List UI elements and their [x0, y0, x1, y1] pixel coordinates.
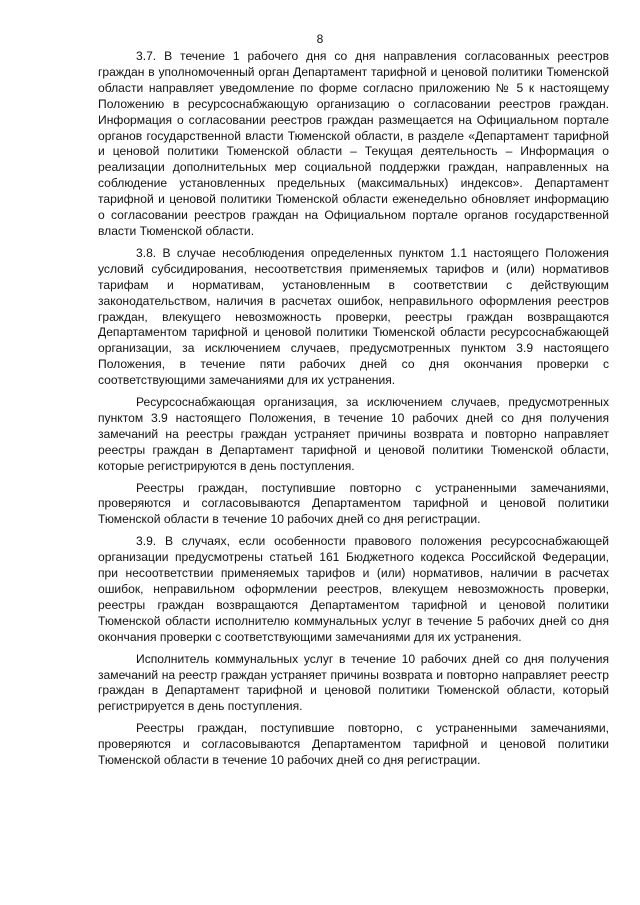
paragraph-3-9: 3.9. В случаях, если особенности правового положения ресурсоснабжающей организации предусмотрены статьей 161 Бюджетного кодекса Российской Федерации, при несоответствии применяемых тарифов и (или) нормативов, наличии в расчетах ошибок, неправильном оформлении реестров, влекущем невозможность проверки, реестры граждан возвращаются Департаментом тарифной и ценовой политики Тюменской области исполнителю коммунальных услуг в течение 5 рабочих дней со дня окончания проверки с соответствующими замечаниями для их устранения. [98, 534, 609, 644]
document-body [98, 49, 609, 775]
paragraph-3-7: 3.7. В течение 1 рабочего дня со дня направления согласованных реестров граждан в уполномоченный орган Департамент тарифной и ценовой политики Тюменской области направляет уведомление по форме согласно приложению № 5 к настоящему Положению в ресурсоснабжающую организацию о согласовании реестров граждан. Информация о согласовании реестров граждан размещается на Официальном портале органов государственной власти Тюменской области, в разделе «Департамент тарифной и ценовой политики Тюменской области – Текущая деятельность – Информация о реализации дополнительных мер социальной поддержки граждан, направленных на соблюдение установленных предельных (максимальных) индексов». Департамент тарифной и ценовой политики Тюменской области еженедельно обновляет информацию о согласовании реестров граждан на Официальном портале органов государственной власти Тюменской области. [98, 49, 609, 238]
paragraph-utility-provider: Исполнитель коммунальных услуг в течение 10 рабочих дней со дня получения замечаний на реестр граждан устраняет причины возврата и повторно направляет реестр граждан в Департамент тарифной и ценовой политики Тюменской области, который регистрируется в день поступления. [98, 651, 609, 714]
paragraph-registers-resubmitted: Реестры граждан, поступившие повторно с устраненными замечаниями, проверяются и согласовываются Департаментом тарифной и ценовой политики Тюменской области в течение 10 рабочих дней со дня регистрации. [98, 480, 609, 527]
page-number: 8 [316, 32, 324, 46]
paragraph-3-8: 3.8. В случае несоблюдения определенных пунктом 1.1 настоящего Положения условий субсидирования, несоответствия применяемых тарифов и (или) нормативов тарифам и нормативам, установленным в соответствии с действующим законодательством, наличия в расчетах ошибок, неправильного оформления реестров граждан, влекущего невозможность проверки, реестры граждан возвращаются Департаментом тарифной и ценовой политики Тюменской области ресурсоснабжающей организации, за исключением случаев, предусмотренных пунктом 3.9 настоящего Положения, в течение пяти рабочих дней со дня окончания проверки с соответствующими замечаниями для их устранения. [98, 245, 609, 388]
paragraph-registers-resubmitted-final: Реестры граждан, поступившие повторно, с устраненными замечаниями, проверяются и согласовываются Департаментом тарифной и ценовой политики Тюменской области в течение 10 рабочих дней со дня регистрации. [98, 721, 609, 768]
paragraph-resource-org: Ресурсоснабжающая организация, за исключением случаев, предусмотренных пунктом 3.9 настоящего Положения, в течение 10 рабочих дней со дня получения замечаний на реестры граждан устраняет причины возврата и повторно направляет реестры граждан в Департамент тарифной и ценовой политики Тюменской области, которые регистрируются в день поступления. [98, 395, 609, 473]
